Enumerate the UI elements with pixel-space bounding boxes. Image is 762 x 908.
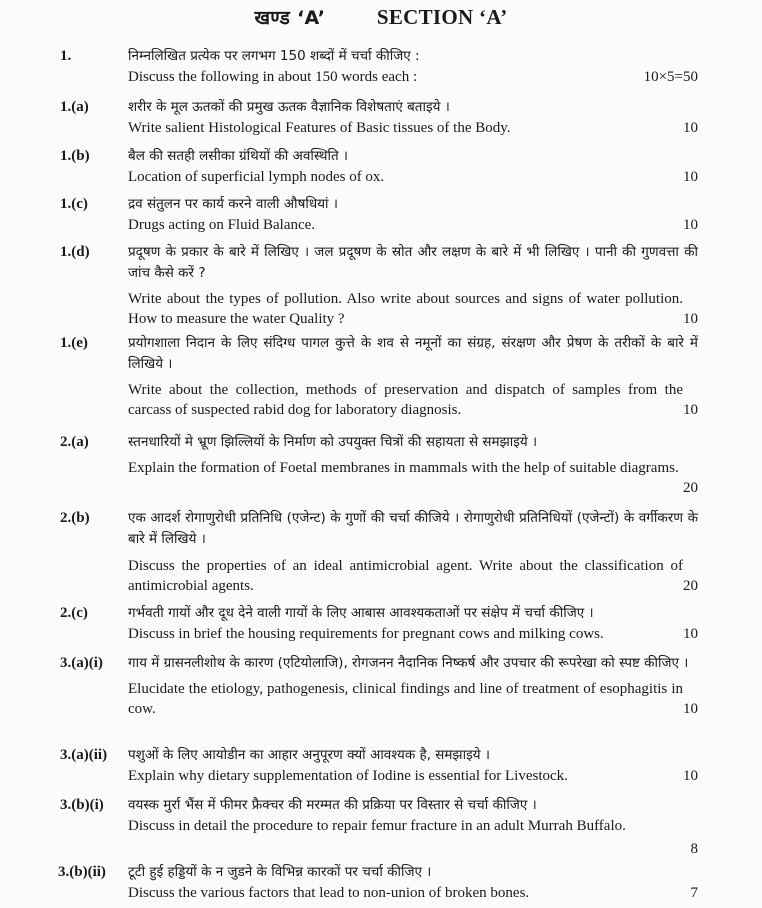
question-number: 3.(b)(ii) <box>58 864 106 880</box>
question-marks: 10 <box>683 626 698 642</box>
question-marks: 10 <box>683 768 698 784</box>
question-text-hindi: गर्भवती गायों और दूध देने वाली गायों के लिए आबास आवश्यकताओं पर संक्षेप में चर्चा कीजिए । <box>128 605 594 621</box>
question-text-hindi: एक आदर्श रोगाणुरोधी प्रतिनिधि (एजेन्ट) के गुणों की चर्चा कीजिये । रोगाणुरोधी प्रतिनिधियों (एजेन्टों) के वर्गीकरण के बारे में लिखिये । <box>128 510 698 547</box>
question-text-hindi: टूटी हुई हड्डियों के न जुडने के विभिन्न कारकों पर चर्चा कीजिए । <box>128 864 432 880</box>
question-text-hindi: प्रयोगशाला निदान के लिए संदिग्ध पागल कुत्ते के शव से नमूनों का संग्रह, संरक्षण और प्रेषण के तरीकों के बारे में लिखिये । <box>128 335 698 372</box>
question-number: 2.(b) <box>60 510 90 526</box>
question-number: 2.(c) <box>60 605 88 621</box>
question-text-hindi: वयस्क मुर्रा भैंस में फीमर फ्रैक्चर की मरम्मत की प्रक्रिया पर विस्तार से चर्चा कीजिए । <box>128 797 537 813</box>
question-text-hindi: पशुओं के लिए आयोडीन का आहार अनुपूरण क्यों आवश्यक है, समझाइये । <box>128 747 490 763</box>
question-text-hindi: निम्नलिखित प्रत्येक पर लगभग 150 शब्दों में चर्चा कीजिए : <box>128 48 420 64</box>
question-text-english: Discuss in brief the housing requirements for pregnant cows and milking cows. <box>128 626 604 642</box>
question-number: 1. <box>60 48 72 64</box>
question-text-english: Explain the formation of Foetal membranes in mammals with the help of suitable diagrams. <box>128 460 679 476</box>
question-text-english: Write about the types of pollution. Also write about sources and signs of water pollution. How to measure the water Quality ? <box>128 291 683 327</box>
question-marks: 7 <box>690 885 698 901</box>
question-text-english: Discuss the various factors that lead to non-union of broken bones. <box>128 885 530 901</box>
question-number: 3.(a)(ii) <box>60 747 108 763</box>
question-number: 1.(b) <box>60 148 90 164</box>
question-marks: 10×5=50 <box>643 69 698 85</box>
question-marks: 10 <box>683 169 698 185</box>
section-heading <box>0 4 762 30</box>
question-marks: 20 <box>683 480 698 496</box>
question-text-english: Write salient Histological Features of Basic tissues of the Body. <box>128 120 511 136</box>
question-number: 1.(d) <box>60 244 90 260</box>
question-marks: 10 <box>683 217 698 233</box>
question-text-hindi: शरीर के मूल ऊतकों की प्रमुख ऊतक वैज्ञानिक विशेषताएं बताइये । <box>128 99 450 115</box>
question-number: 1.(c) <box>60 196 88 212</box>
question-number: 2.(a) <box>60 434 89 450</box>
section-heading-english: SECTION ‘A’ <box>376 5 508 29</box>
section-heading-hindi: खण्ड ‘A’ <box>254 7 326 29</box>
question-text-hindi: गाय में ग्रासनलीशोथ के कारण (एटियोलाजि), रोगजनन नैदानिक निष्कर्ष और उपचार की रूपरेखा को स्पष्ट कीजिए । <box>128 655 689 671</box>
question-text-english: Drugs acting on Fluid Balance. <box>128 217 316 233</box>
question-text-hindi: प्रदूषण के प्रकार के बारे में लिखिए । जल प्रदूषण के स्रोत और लक्षण के बारे में भी लिखिए । पानी की गुणवत्ता की जांच कैसे करें ? <box>128 244 698 281</box>
question-text-english: Elucidate the etiology, pathogenesis, clinical findings and line of treatment of esophagitis in cow. <box>128 681 683 717</box>
question-marks: 20 <box>683 578 698 594</box>
question-text-hindi: द्रव संतुलन पर कार्य करने वाली औषधियां । <box>128 196 338 212</box>
question-marks: 10 <box>683 311 698 327</box>
question-number: 1.(e) <box>60 335 88 351</box>
question-text-english: Discuss the following in about 150 words each : <box>128 69 418 85</box>
question-marks: 8 <box>690 841 698 857</box>
question-text-english: Discuss in detail the procedure to repair femur fracture in an adult Murrah Buffalo. <box>128 818 626 834</box>
question-marks: 10 <box>683 402 698 418</box>
question-text-english: Write about the collection, methods of preservation and dispatch of samples from the carcass of suspected rabid dog for laboratory diagnosis. <box>128 382 683 418</box>
question-marks: 10 <box>683 701 698 717</box>
question-number: 3.(a)(i) <box>60 655 103 671</box>
question-text-english: Location of superficial lymph nodes of ox. <box>128 169 385 185</box>
question-text-hindi: स्तनधारियों मे भ्रूण झिल्लियों के निर्माण को उपयुक्त चित्रों की सहायता से समझाइये । <box>128 434 538 450</box>
question-number: 1.(a) <box>60 99 89 115</box>
question-text-hindi: बैल की सतही लसीका ग्रंथियों की अवस्थिति । <box>128 148 349 164</box>
question-text-english: Discuss the properties of an ideal antimicrobial agent. Write about the classification of antimicrobial agents. <box>128 558 683 594</box>
question-text-english: Explain why dietary supplementation of Iodine is essential for Livestock. <box>128 768 568 784</box>
question-number: 3.(b)(i) <box>60 797 104 813</box>
question-marks: 10 <box>683 120 698 136</box>
